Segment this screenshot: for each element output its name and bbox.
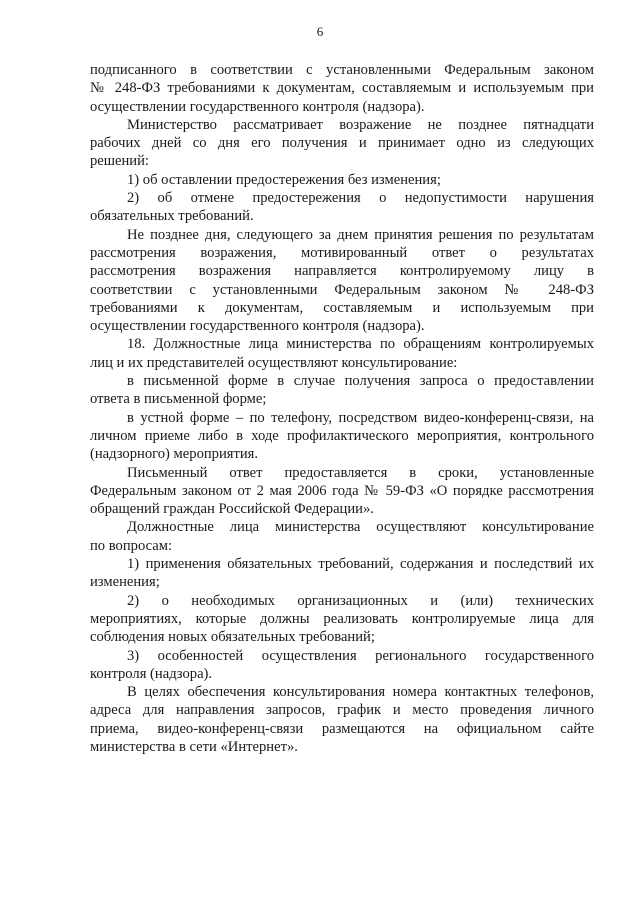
text-line: подписанного в соответствии с установленными Федеральным законом bbox=[90, 62, 594, 78]
text-line: Не позднее дня, следующего за днем принятия решения по результатам bbox=[127, 226, 594, 243]
paragraph bbox=[90, 647, 594, 684]
document-body bbox=[90, 61, 594, 756]
text-line: 18. Должностные лица министерства по обращениям контролируемых bbox=[127, 336, 594, 353]
paragraph bbox=[90, 116, 594, 171]
paragraph bbox=[90, 409, 594, 464]
text-line: приема, видео-конференц-связи размещаются на официальном сайте bbox=[90, 720, 594, 737]
text-line: обязательных требований. bbox=[90, 208, 254, 225]
page-number: 6 bbox=[316, 24, 324, 39]
text-line: 3) особенностей осуществления регионального государственного bbox=[127, 647, 594, 664]
text-line: 1) применения обязательных требований, содержания и последствий их bbox=[127, 556, 594, 573]
paragraph bbox=[90, 171, 594, 189]
paragraph bbox=[90, 683, 594, 756]
text-line: соблюдения новых обязательных требований; bbox=[90, 629, 375, 646]
text-line: личном приеме либо в ходе профилактического мероприятия, контрольного bbox=[90, 427, 594, 444]
paragraph bbox=[90, 189, 594, 226]
text-line: ответа в письменной форме; bbox=[90, 391, 267, 408]
paragraph bbox=[90, 518, 594, 555]
text-line: министерства в сети «Интернет». bbox=[90, 738, 298, 755]
text-line: рабочих дней со дня его получения и принимает одно из следующих bbox=[90, 135, 594, 152]
text-line: Письменный ответ предоставляется в сроки, установленные bbox=[127, 464, 594, 481]
paragraph bbox=[90, 61, 594, 116]
text-line: контроля (надзора). bbox=[90, 665, 213, 682]
text-line: изменения; bbox=[90, 574, 160, 591]
text-line: 1) об оставлении предостережения без изменения; bbox=[127, 171, 441, 188]
text-line: Министерство рассматривает возражение не позднее пятнадцати bbox=[127, 116, 594, 133]
text-line: осуществлении государственного контроля (надзора). bbox=[90, 98, 425, 115]
paragraph bbox=[90, 555, 594, 592]
paragraph bbox=[90, 372, 594, 409]
text-line: Федеральным законом от 2 мая 2006 года № 59-ФЗ «О порядке рассмотрения bbox=[90, 482, 594, 499]
text-line: Должностные лица министерства осуществляют консультирование bbox=[127, 519, 594, 536]
text-line: соответствии с установленными Федеральным законом № 248-ФЗ bbox=[90, 281, 594, 298]
paragraph bbox=[90, 464, 594, 519]
paragraph bbox=[90, 592, 594, 647]
text-line: в устной форме – по телефону, посредством видео-конференц-связи, на bbox=[127, 409, 594, 426]
text-line: обращений граждан Российской Федерации». bbox=[90, 501, 374, 518]
text-line: рассмотрения возражения, мотивированный ответ о результатах bbox=[90, 244, 594, 261]
paragraph bbox=[90, 226, 594, 336]
text-line: 2) о необходимых организационных и (или) технических bbox=[127, 592, 594, 609]
paragraph bbox=[90, 335, 594, 372]
text-line: решений: bbox=[90, 153, 149, 170]
text-line: требованиями к документам, составляемым и используемым при bbox=[90, 299, 594, 316]
text-line: (надзорного) мероприятия. bbox=[90, 446, 259, 463]
text-line: мероприятиях, которые должны реализовать контролируемые лица для bbox=[90, 610, 594, 627]
text-line: по вопросам: bbox=[90, 537, 173, 554]
text-line: № 248-ФЗ требованиями к документам, составляемым и используемым при bbox=[90, 80, 594, 97]
text-line: рассмотрения возражения направляется контролируемому лицу в bbox=[90, 263, 594, 280]
text-line: в письменной форме в случае получения запроса о предоставлении bbox=[127, 373, 594, 390]
text-line: В целях обеспечения консультирования номера контактных телефонов, bbox=[127, 684, 594, 701]
text-line: лиц и их представителей осуществляют консультирование: bbox=[90, 354, 458, 371]
text-line: осуществлении государственного контроля (надзора). bbox=[90, 318, 425, 335]
text-line: 2) об отмене предостережения о недопустимости нарушения bbox=[127, 190, 594, 207]
text-line: адреса для направления запросов, график и место проведения личного bbox=[90, 702, 594, 719]
